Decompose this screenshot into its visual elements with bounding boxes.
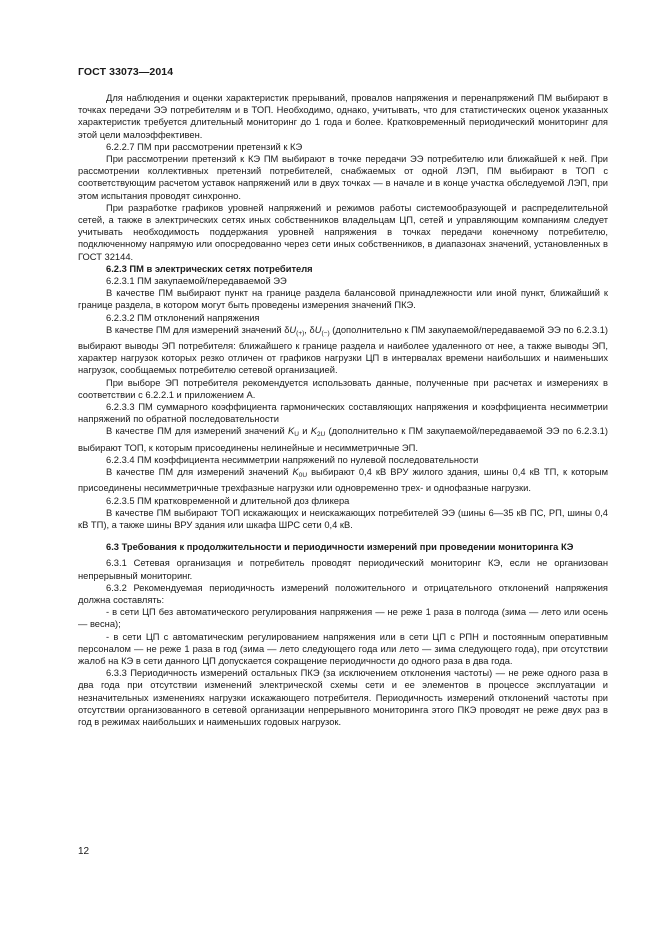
text-segment: и xyxy=(298,426,311,437)
subsection-heading: 6.2.3.1 ПМ закупаемой/передаваемой ЭЭ xyxy=(106,276,287,287)
symbol: K xyxy=(287,426,295,437)
subsection-heading: 6.2.3.3 ПМ суммарного коэффициента гармонических составляющих напряжения и коэффициента несимметрии напряжений по обратной последовательности xyxy=(78,402,608,425)
paragraph xyxy=(78,324,608,377)
subsection-heading: 6.2.3.2 ПМ отклонений напряжения xyxy=(106,312,260,323)
paragraph: 6.3.3 Периодичность измерений остальных ПКЭ (за исключением отклонения частоты) — не реже одного раза в два года при отсутствии изменений электрической схемы сети и ее элементов в процессе эксплуатации и незначительных изменениях нагрузки искажающего потребителя. Периодичность измерений отклонений частоты при отсутствии организованного в сетевой организации непрерывного мониторинга этого ПКЭ проводят не реже двух раз в год в режимах наибольших и наименьших годовых нагрузок. xyxy=(78,668,608,727)
paragraph: В качестве ПМ выбирают пункт на границе раздела балансовой принадлежности или иной пункт, ближайший к границе раздела, в котором могут быть проведены измерения значений ПКЭ. xyxy=(78,288,608,311)
symbol: U xyxy=(314,324,322,335)
subscript: 2U xyxy=(316,431,326,439)
text-segment: выбирают 0,4 кВ ВРУ жилого здания, шины 0,4 кВ ТП, к которым присоединены несимметричные трехфазные нагрузки или одновременно трех- и однофазные нагрузки. xyxy=(78,467,609,494)
paragraph: При рассмотрении претензий к КЭ ПМ выбирают в точке передачи ЭЭ потребителю или ближайшей к ней. При рассмотрении коллективных претензий потребителей, снабжаемых от одной ЛЭП, ПМ выбирают в ТОП с соответствующим расчетом уставок напряжений или в двух точках — в начале и в конце участка обследуемой ЛЭП, при этом испытания проводят синхронно. xyxy=(78,154,608,201)
paragraph: При выборе ЭП потребителя рекомендуется использовать данные, полученные при расчетах и измерениях в соответствии с 6.2.2.1 и приложением А. xyxy=(78,377,608,400)
subsection-heading: 6.2.3.5 ПМ кратковременной и длительной доз фликера xyxy=(106,495,350,506)
paragraph: 6.3.2 Рекомендуемая периодичность измерений положительного и отрицательного отклонений напряжения должна составлять: xyxy=(78,582,608,605)
document-header: ГОСТ 33073—2014 xyxy=(78,66,174,78)
list-item: - в сети ЦП без автоматического регулирования напряжения — не реже 1 раза в полгода (зима — лето или осень — весна); xyxy=(78,607,608,630)
paragraph xyxy=(78,466,608,494)
text-segment: (дополнительно к ПМ закупаемой/передаваемой ЭЭ по 6.2.3.1) выбирают выводы ЭП потребителя: ближайшего к границе раздела и наиболее удаленного от нее, а также выводы ЭП, характер нагрузок которых резко отличен от графиков нагрузки ЦП в интервалах времени наибольших и наименьших нагрузок, сообщаемых потребителю сетевой организацией. xyxy=(78,324,609,376)
page-number: 12 xyxy=(78,846,90,857)
subscript: 0U xyxy=(298,472,308,480)
section-heading: 6.3 Требования к продолжительности и периодичности измерений при проведении мониторинга КЭ xyxy=(106,542,574,553)
subscript: U xyxy=(294,431,299,439)
text-segment: В качестве ПМ для измерений значений δ xyxy=(106,324,290,335)
document-body xyxy=(78,92,608,728)
text-segment: В качестве ПМ для измерений значений xyxy=(106,467,293,478)
paragraph xyxy=(78,425,608,453)
symbol: K xyxy=(310,426,317,437)
text-segment: (дополнительно к ПМ закупаемой/передаваемой ЭЭ по 6.2.3.1) выбирают ТОП, к которым присоединены нелинейные и несимметричные ЭП. xyxy=(78,426,608,453)
paragraph: 6.3.1 Сетевая организация и потребитель проводят периодический мониторинг КЭ, если не организован непрерывный мониторинг. xyxy=(78,558,608,581)
section-heading: 6.2.3 ПМ в электрических сетях потребителя xyxy=(106,263,313,274)
text-segment: , δ xyxy=(304,324,315,335)
paragraph: В качестве ПМ выбирают ТОП искажающих и неискажающих потребителей ЭЭ (шины 6—35 кВ ПС, РП, шины 0,4 кВ ТП), а также шины ВРУ здания или шкафа ШРС сети 0,4 кВ. xyxy=(78,507,608,530)
subscript: (+) xyxy=(296,329,305,337)
paragraph: Для наблюдения и оценки характеристик прерываний, провалов напряжения и перенапряжений ПМ выбирают в точках передачи ЭЭ потребителям и в ТОП. Необходимо, однако, учитывать, что для статистических оценок указанных характеристик требуется длительный мониторинг до 1 года и более. Кратковременный периодический мониторинг для этой цели малоэффективен. xyxy=(78,93,608,140)
symbol: K xyxy=(292,467,299,478)
text-segment: В качестве ПМ для измерений значений xyxy=(106,426,288,437)
subscript: (−) xyxy=(321,329,330,337)
subsection-heading: 6.2.3.4 ПМ коэффициента несимметрии напряжений по нулевой последовательности xyxy=(106,454,479,465)
list-item: - в сети ЦП с автоматическим регулированием напряжения или в сети ЦП с РПН и постоянным оперативным персоналом — не реже 1 раза в год (зима — лето следующего года или лето — зима следующего года), при отсутствии жалоб на КЭ в сети данного ЦП допускается сокращение периодичности до одного раза в два года. xyxy=(78,631,608,666)
symbol: U xyxy=(289,324,297,335)
paragraph: При разработке графиков уровней напряжений и режимов работы системообразующей и распределительной сетей, а также в электрических сетях иных собственников владельцам ЦП, сетей и управляющим компаниям следует учитывать необходимость поддержания уровней напряжения в точках передачи конечному потребителю, подключенному напрямую или опосредованно через сети иных собственников, в диапазонах значений, установленных в ГОСТ 32144. xyxy=(78,202,608,262)
subsection-heading: 6.2.2.7 ПМ при рассмотрении претензий к КЭ xyxy=(106,141,303,152)
